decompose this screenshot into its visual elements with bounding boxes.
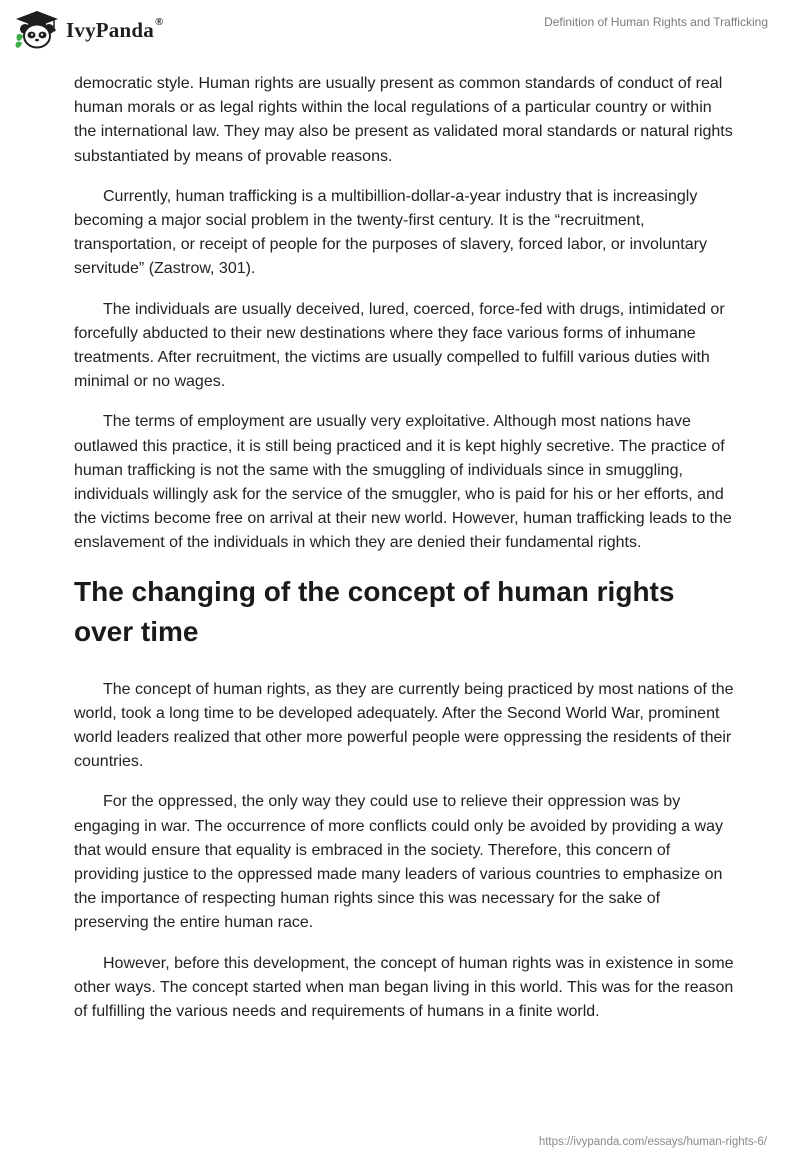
registered-mark: ® [154, 15, 164, 28]
paragraph: For the oppressed, the only way they could use to relieve their oppression was by engaging in war. The occurrence of more conflicts could only be avoided by providing a way that would ensure that equality is embraced in the society. Therefore, this concern of providing justice to the oppressed made many leaders of various countries to emphasize on the importance of respecting human rights since this was necessary for the sake of preserving the entire human race. [74, 793, 723, 932]
article-body [74, 72, 734, 1040]
paragraph: Currently, human trafficking is a multibillion-dollar-a-year industry that is increasingly becoming a major social problem in the twenty-first century. It is the “recruitment, transportation, or receipt of people for the purposes of slavery, forced labor, or involuntary servitude” (Zastrow, 301). [74, 187, 707, 278]
paragraph: However, before this development, the concept of human rights was in existence in some other ways. The concept started when man began living in this world. This was for the reason of fulfilling the various needs and requirements of humans in a finite world. [74, 954, 734, 1021]
brand-name: IvyPanda® [66, 15, 164, 42]
paragraph: The concept of human rights, as they are currently being practiced by most nations of the world, took a long time to be developed adequately. After the Second World War, prominent world leaders realized that other more powerful people were oppressing the residents of their countries. [74, 680, 734, 771]
page-header [0, 0, 800, 70]
paragraph: The terms of employment are usually very exploitative. Although most nations have outlawed this practice, it is still being practiced and it is kept highly secretive. The practice of human trafficking is not the same with the smuggling of individuals since in smuggling, individuals willingly ask for the service of the smuggler, who is paid for his or her efforts, and the victims become free on arrival at their new world. However, human trafficking leads to the enslavement of the individuals in which they are denied their fundamental rights. [74, 413, 732, 552]
paragraph: The individuals are usually deceived, lured, coerced, force-fed with drugs, intimidated or forcefully abducted to their new destinations where they face various forms of inhumane treatments. After recruitment, the victims are usually compelled to fulfill various duties with minimal or no wages. [74, 300, 725, 391]
document-title: Definition of Human Rights and Trafficking [544, 15, 768, 29]
panda-graduate-icon [14, 10, 60, 50]
ivypanda-logo[interactable] [14, 10, 163, 50]
section-heading: The changing of the concept of human rights over time [74, 575, 675, 647]
paragraph: democratic style. Human rights are usually present as common standards of conduct of real human morals or as legal rights within the local regulations of a particular country or within the international law. They may also be present as validated moral standards or natural rights substantiated by means of provable reasons. [74, 75, 733, 165]
source-url[interactable]: https://ivypanda.com/essays/human-rights-6/ [538, 1136, 767, 1148]
